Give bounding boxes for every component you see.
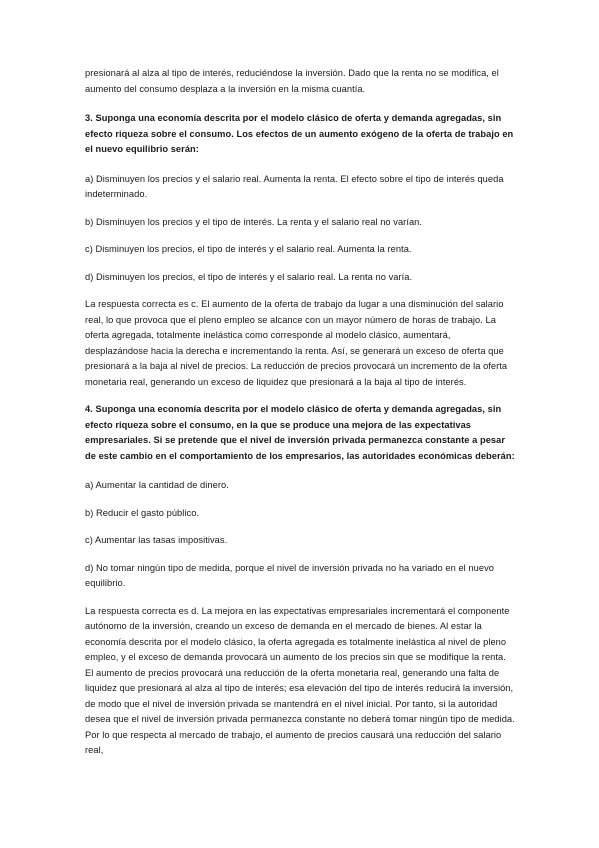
question-4-option-c: c) Aumentar las tasas impositivas. [85,535,228,545]
question-3-option-d: d) Disminuyen los precios, el tipo de interés y el salario real. La renta no varía. [85,271,413,282]
document-page [85,66,515,759]
question-3-text: Suponga una economía descrita por el modelo clásico de oferta y demanda agregadas, sin efecto riqueza sobre el consumo. Los efectos de un aumento exógeno de la oferta de trabajo en el nuevo equilibrio serán: [85,113,514,154]
question-3-option-c: c) Disminuyen los precios, el tipo de interés y el salario real. Aumenta la renta. [85,244,412,254]
question-4-option-d: d) No tomar ningún tipo de medida, porque el nivel de inversión privada no ha variado en el nuevo equilibrio. [85,562,495,588]
question-3-option-a: a) Disminuyen los precios y el salario real. Aumenta la renta. El efecto sobre el tipo de interés queda indeterminado. [85,173,504,199]
question-3-answer: La respuesta correcta es c. El aumento de la oferta de trabajo da lugar a una disminución del salario real, lo que provoca que el pleno empleo se alcance con un mayor número de horas de trabajo. La oferta agregada, totalmente inelástica como corresponde al modelo clásico, aumentará, desplazándose hacia la derecha e incrementando la renta. Así, se generará un exceso de oferta que presionará a la baja al nivel de precios. La reducción de precios provocará un incremento de la oferta monetaria real, generando un exceso de liquidez que presionará a la baja al tipo de interés. [85,299,508,387]
question-4-text: Suponga una economía descrita por el modelo clásico de oferta y demanda agregadas, sin efecto riqueza sobre el consumo, en la que se produce una mejora de las expectativas empresariales. Si se pretende que el nivel de inversión privada permanezca constante a pesar de este cambio en el comportamiento de los empresarios, las autoridades económicas deberán: [85,404,515,461]
question-4-option-b: b) Reducir el gasto público. [85,507,200,518]
question-4 [85,402,515,464]
question-3-option-b: b) Disminuyen los precios y el tipo de interés. La renta y el salario real no varían. [85,216,423,227]
question-4-number: 4. [85,404,93,414]
question-3-number: 3. [85,113,93,123]
intro-paragraph: presionará al alza al tipo de interés, reduciéndose la inversión. Dado que la renta no se modifica, el aumento del consumo desplaza a la inversión en la misma cuantía. [85,68,499,94]
question-4-option-a: a) Aumentar la cantidad de dinero. [85,480,229,490]
question-3 [85,111,515,158]
question-4-answer: La respuesta correcta es d. La mejora en las expectativas empresariales incrementará el componente autónomo de la inversión, creando un exceso de demanda en el mercado de bienes. Al estar la economía descrita por el modelo clásico, la oferta agregada es totalmente inelástica al nivel de pleno empleo, y el exceso de demanda provocará un aumento de los precios sin que se modifique la renta. El aumento de precios provocará una reducción de la oferta monetaria real, generando una falta de liquidez que presionará al alza al tipo de interés; esa elevación del tipo de interés reducirá la inversión, de modo que el nivel de inversión privada se mantendrá en el nivel inicial. Por tanto, si la autoridad desea que el nivel de inversión privada permanezca constante no deberá tomar ningún tipo de medida. Por lo que respecta al mercado de trabajo, el aumento de precios causará una reducción del salario real, [85,605,515,755]
